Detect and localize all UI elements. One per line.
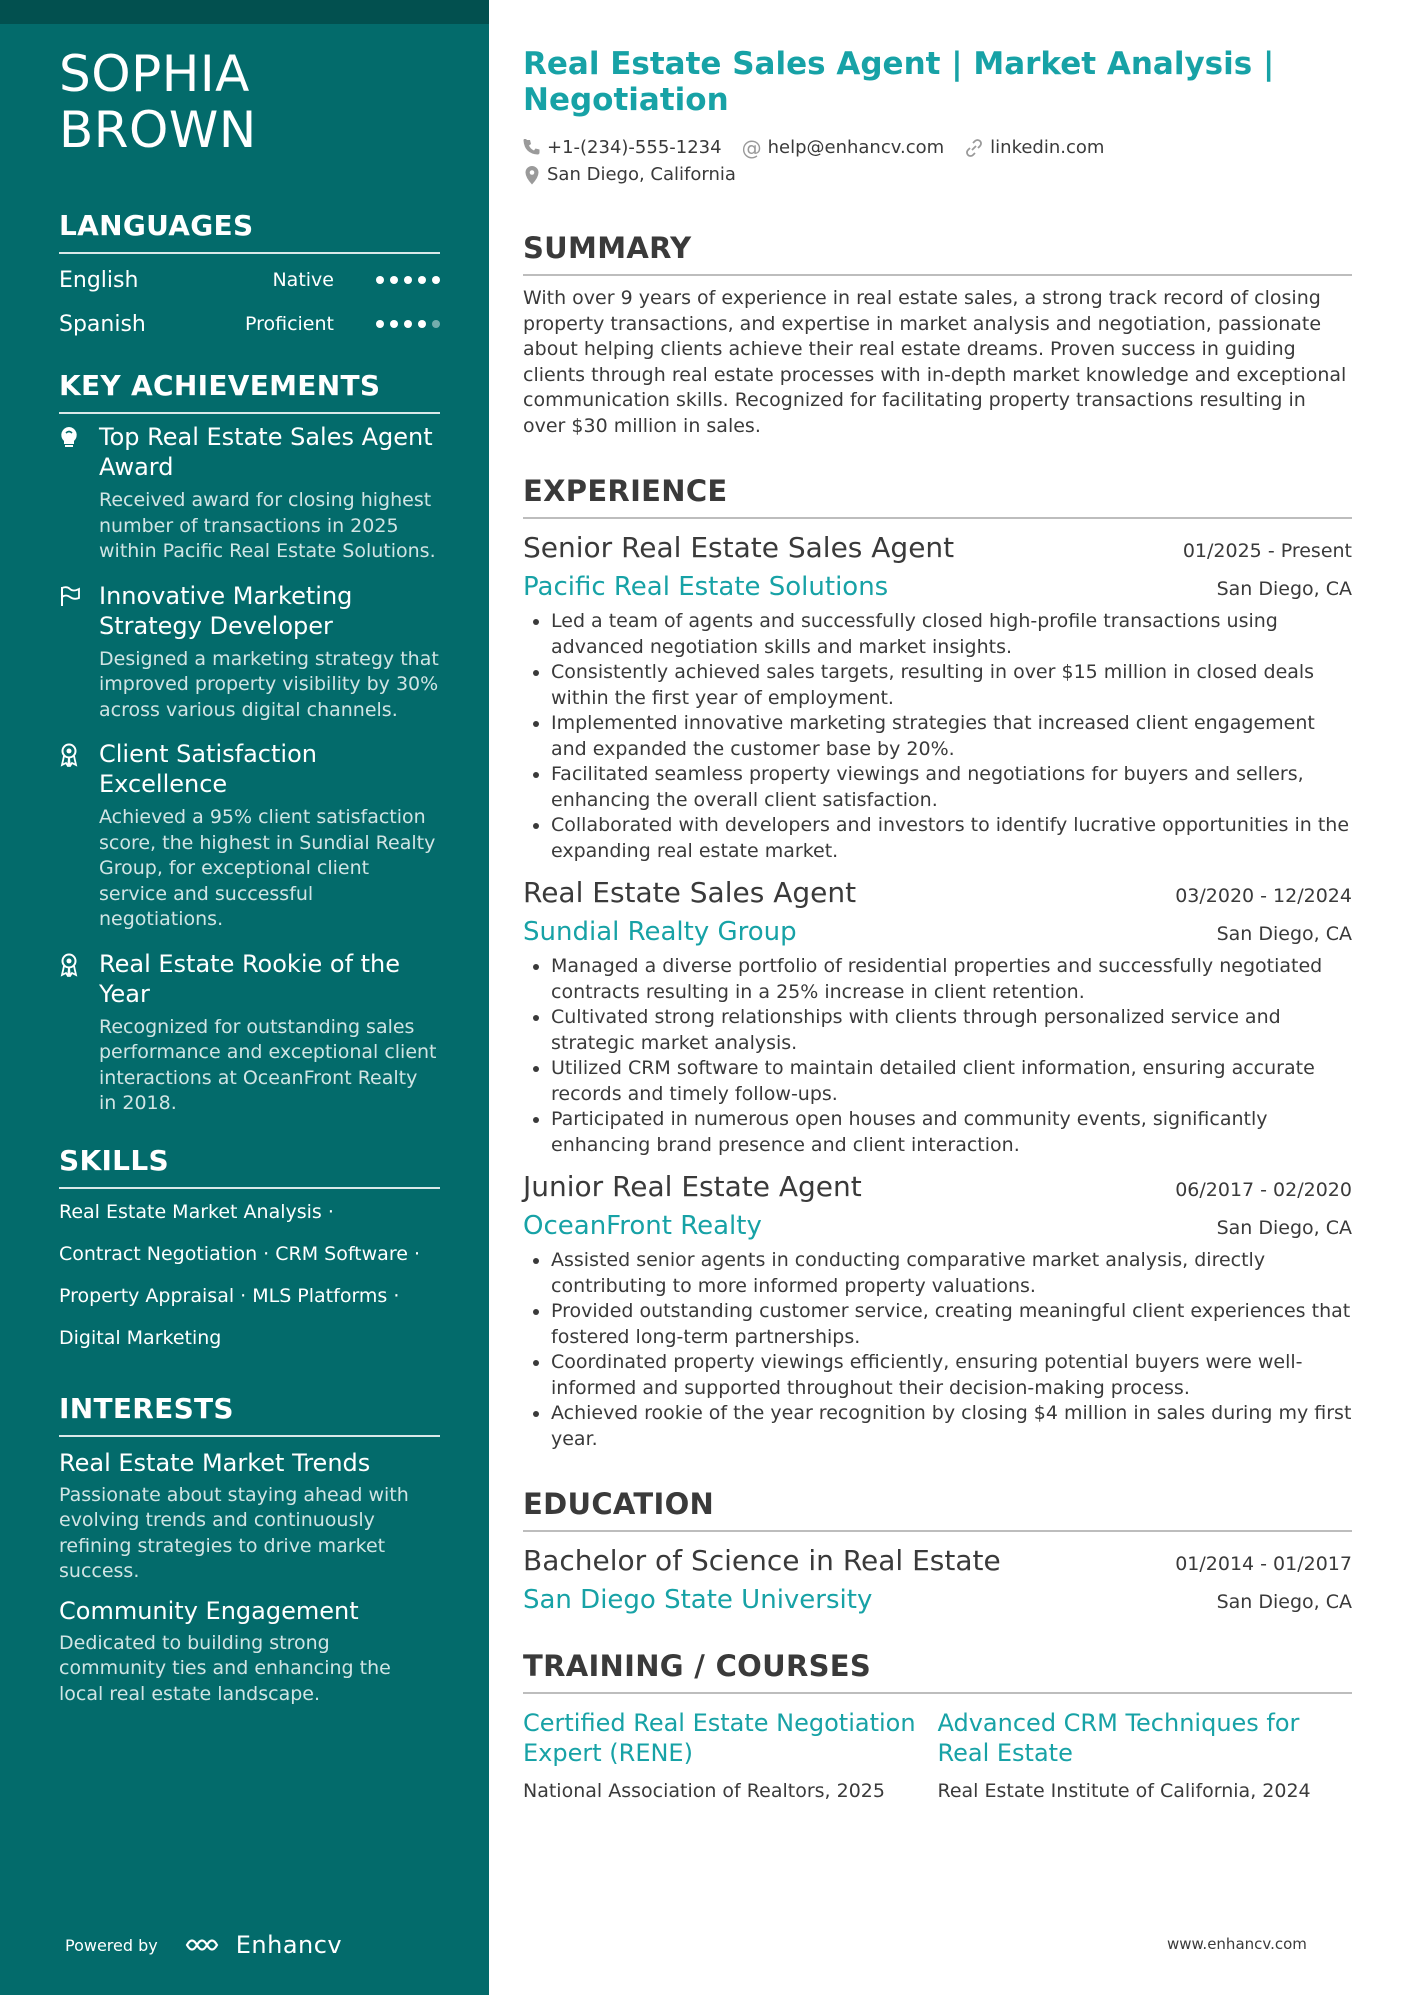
language-row: [59, 258, 440, 302]
skills-line: Contract Negotiation · CRM Software ·: [59, 1242, 420, 1265]
bullet-item: • Collaborated with developers and investors to identify lucrative opportunities in the expanding real estate market.: [551, 813, 1352, 864]
company-name: OceanFront Realty: [523, 1211, 762, 1241]
at-icon: @: [741, 135, 762, 160]
company-name: Pacific Real Estate Solutions: [523, 572, 889, 602]
linkedin-contact[interactable]: [964, 137, 1104, 158]
contact-info: [523, 134, 1352, 188]
degree-title: Bachelor of Science in Real Estate: [523, 1544, 1001, 1577]
education-section: [523, 1486, 1352, 1616]
achievement-desc: Designed a marketing strategy that improved property visibility by 30% across various digital channels.: [99, 647, 439, 721]
skills-list: [59, 1191, 440, 1359]
bullet-item: • Facilitated seamless property viewings and negotiations for buyers and sellers, enhancing the overall client satisfaction.: [551, 762, 1352, 813]
dot: [376, 320, 384, 328]
lightbulb-icon: [59, 422, 99, 565]
job-location: San Diego, CA: [1216, 1217, 1352, 1239]
dot: [390, 320, 398, 328]
job-location: San Diego, CA: [1216, 923, 1352, 945]
dot: [418, 320, 426, 328]
language-level: Proficient: [244, 313, 334, 335]
achievement-desc: Recognized for outstanding sales performance and exceptional client interactions at OceanFront Realty in 2018.: [99, 1015, 437, 1114]
phone-number: +1-(234)-555-1234: [547, 137, 722, 158]
summary-text: With over 9 years of experience in real estate sales, a strong track record of closing property transactions, and expertise in market analysis and negotiation, passionate about helping clients achieve their real estate dreams. Proven success in guiding clients through real estate processes with in-depth market knowledge and exceptional communication skills. Recognized for facilitating property transactions resulting in over $30 million in sales.: [523, 287, 1347, 437]
dot: [418, 276, 426, 284]
powered-by: [65, 1931, 342, 1959]
job-entry: [523, 876, 1352, 1158]
language-name: English: [59, 267, 139, 293]
dot: [390, 276, 398, 284]
course-title: Advanced CRM Techniques for Real Estate: [937, 1709, 1300, 1767]
achievement-desc: Received award for closing highest number of transactions in 2025 within Pacific Real Estate Solutions.: [99, 489, 436, 562]
education-location: San Diego, CA: [1216, 1591, 1352, 1613]
interests-section: [59, 1391, 440, 1708]
job-dates: 03/2020 - 12/2024: [1175, 885, 1352, 907]
education-heading: EDUCATION: [523, 1486, 1352, 1532]
phone-icon: [523, 139, 541, 157]
course-item: [523, 1708, 938, 1802]
interest-item: [59, 1595, 440, 1708]
course-title: Certified Real Estate Negotiation Expert (RENE): [523, 1709, 916, 1767]
first-name: SOPHIA: [59, 45, 250, 103]
skills-heading: SKILLS: [59, 1143, 440, 1189]
bullet-item: • Consistently achieved sales targets, resulting in over $15 million in closed deals within the first year of employment.: [551, 660, 1352, 711]
bullet-item: • Cultivated strong relationships with clients through personalized service and strategic market analysis.: [551, 1005, 1352, 1056]
achievement-item: [59, 739, 440, 933]
job-title: Senior Real Estate Sales Agent: [523, 531, 955, 564]
skills-line: Digital Marketing: [59, 1326, 222, 1349]
interest-desc: Dedicated to building strong community ties and enhancing the local real estate landscape.: [59, 1631, 391, 1705]
bullet-item: • Led a team of agents and successfully closed high-profile transactions using advanced negotiation skills and market insights.: [551, 609, 1352, 660]
dot: [404, 320, 412, 328]
summary-section: [523, 230, 1352, 439]
achievement-item: [59, 949, 440, 1117]
linkedin-url: linkedin.com: [990, 137, 1105, 158]
achievement-item: [59, 422, 440, 565]
job-title: Real Estate Sales Agent: [523, 876, 857, 909]
achievement-title: Innovative Marketing Strategy Developer: [99, 581, 353, 640]
bullet-item: • Implemented innovative marketing strategies that increased client engagement and expanded the customer base by 20%.: [551, 711, 1352, 762]
achievement-item: [59, 581, 440, 724]
main-content: [523, 46, 1352, 1802]
email-contact[interactable]: [742, 136, 945, 160]
bullet-item: • Assisted senior agents in conducting comparative market analysis, directly contributing to more informed property valuations.: [551, 1248, 1352, 1299]
job-dates: 06/2017 - 02/2020: [1175, 1179, 1352, 1201]
headline: Real Estate Sales Agent | Market Analysis | Negotiation: [523, 46, 1275, 118]
course-org: National Association of Realtors, 2025: [523, 1780, 885, 1802]
award-ribbon-icon: [59, 739, 99, 933]
bullet-item: • Coordinated property viewings efficiently, ensuring potential buyers were well-informed and supported throughout their decision-making process.: [551, 1350, 1352, 1401]
skills-line: Real Estate Market Analysis ·: [59, 1200, 334, 1223]
dot: [404, 276, 412, 284]
footer-url[interactable]: www.enhancv.com: [1167, 1935, 1307, 1953]
experience-section: [523, 473, 1352, 1452]
sidebar-top-band: [0, 0, 489, 24]
bullet-item: • Utilized CRM software to maintain detailed client information, ensuring accurate records and timely follow-ups.: [551, 1056, 1352, 1107]
achievements-section: [59, 368, 440, 1117]
brand-logo[interactable]: [184, 1931, 342, 1959]
job-bullets: [523, 1248, 1352, 1452]
school-name: San Diego State University: [523, 1585, 873, 1615]
company-name: Sundial Realty Group: [523, 917, 797, 947]
education-entry: [523, 1544, 1352, 1616]
interests-heading: INTERESTS: [59, 1391, 440, 1437]
enhancv-logo-icon: [184, 1934, 228, 1956]
job-title: Junior Real Estate Agent: [523, 1170, 862, 1203]
achievements-heading: KEY ACHIEVEMENTS: [59, 368, 440, 414]
interest-title: Community Engagement: [59, 1596, 359, 1625]
sidebar: [0, 0, 489, 1995]
location-contact: [523, 164, 736, 185]
languages-section: [59, 208, 440, 346]
proficiency-dots: [366, 320, 440, 328]
language-level: Native: [272, 269, 334, 291]
award-ribbon-icon: [59, 949, 99, 1117]
proficiency-dots: [366, 276, 440, 284]
flag-icon: [59, 581, 99, 724]
training-heading: TRAINING / COURSES: [523, 1648, 1352, 1694]
skills-line: Property Appraisal · MLS Platforms ·: [59, 1284, 400, 1307]
email-address: help@enhancv.com: [767, 137, 945, 158]
job-bullets: [523, 954, 1352, 1158]
summary-heading: SUMMARY: [523, 230, 1352, 276]
language-name: Spanish: [59, 311, 146, 337]
bullet-item: • Managed a diverse portfolio of residential properties and successfully negotiated contracts resulting in a 25% increase in client retention.: [551, 954, 1352, 1005]
dot: [432, 276, 440, 284]
dot-empty: [432, 320, 440, 328]
achievement-title: Client Satisfaction Excellence: [99, 740, 317, 798]
achievement-desc: Achieved a 95% client satisfaction score, the highest in Sundial Realty Group, for exceptional client service and successful negotiations.: [99, 806, 436, 930]
training-section: [523, 1648, 1352, 1802]
experience-heading: EXPERIENCE: [523, 473, 1352, 519]
achievement-title: Top Real Estate Sales Agent Award: [99, 423, 433, 481]
bullet-item: • Participated in numerous open houses and community events, significantly enhancing brand presence and client interaction.: [551, 1107, 1352, 1158]
job-bullets: [523, 609, 1352, 864]
link-icon: [964, 138, 984, 158]
last-name: BROWN: [59, 101, 257, 159]
education-dates: 01/2014 - 01/2017: [1175, 1553, 1352, 1575]
language-row: [59, 302, 440, 346]
interest-title: Real Estate Market Trends: [59, 1448, 371, 1477]
brand-name: Enhancv: [235, 1931, 343, 1959]
bullet-item: • Provided outstanding customer service, creating meaningful client experiences that fostered long-term partnerships.: [551, 1299, 1352, 1350]
interest-item: [59, 1447, 440, 1585]
candidate-name: [59, 46, 440, 158]
location-text: San Diego, California: [547, 164, 736, 185]
powered-by-label: Powered by: [65, 1935, 158, 1955]
phone-contact[interactable]: [523, 137, 722, 158]
course-org: Real Estate Institute of California, 2024: [937, 1780, 1311, 1802]
dot: [376, 276, 384, 284]
skills-section: [59, 1143, 440, 1359]
languages-heading: LANGUAGES: [59, 208, 440, 254]
job-location: San Diego, CA: [1216, 578, 1352, 600]
achievement-title: Real Estate Rookie of the Year: [99, 949, 401, 1008]
bullet-item: • Achieved rookie of the year recognition by closing $4 million in sales during my first year.: [551, 1401, 1352, 1452]
job-entry: [523, 1170, 1352, 1452]
course-item: [938, 1708, 1353, 1802]
job-entry: [523, 531, 1352, 864]
interest-desc: Passionate about staying ahead with evolving trends and continuously refining strategies to drive market success.: [59, 1483, 409, 1582]
job-dates: 01/2025 - Present: [1182, 540, 1352, 562]
location-pin-icon: [523, 165, 541, 185]
